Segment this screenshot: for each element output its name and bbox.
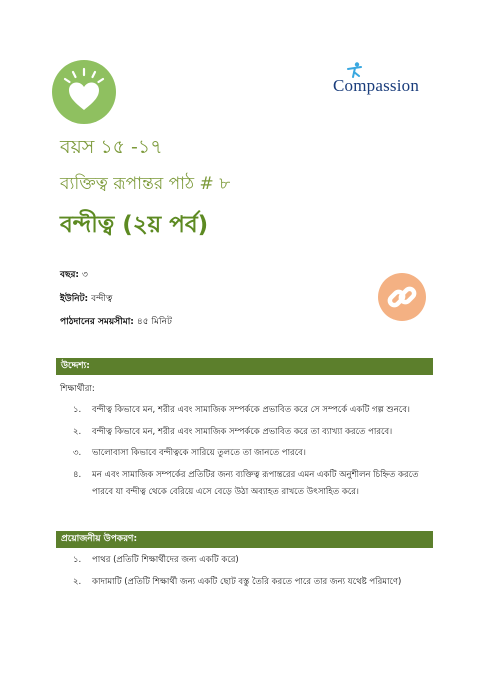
meta-year-value: ৩: [82, 270, 88, 280]
item-number: ৪.: [73, 470, 82, 480]
item-number: ৩.: [73, 448, 82, 458]
item-text: কাদামাটি (প্রতিটি শিক্ষার্থী জন্য একটি ছোট বস্তু তৈরি করতে পারে তার জন্য যথেষ্ট পরিমাণে): [92, 577, 402, 587]
meta-duration: [60, 314, 172, 329]
heart-icon: [52, 60, 116, 124]
item-text: মন এবং সামাজিক সম্পর্কের প্রতিটির জন্য ব্যক্তিত্ব রূপান্তরের এমন একটি অনুশীলন চিহ্নিত করতে পারবে যা বন্দীত্ব থেকে বেরিয়ে এসে বেড়ে উঠা অব্যাহত রাখতে উৎসাহিত করে।: [92, 470, 419, 497]
age-range: বয়স ১৫ -১৭: [60, 136, 163, 158]
item-number: ১.: [73, 405, 82, 415]
meta-year-label: বছর:: [60, 270, 80, 280]
lesson-series: ব্যক্তিত্ব রূপান্তর পাঠ # ৮: [60, 174, 231, 194]
meta-year: [60, 267, 88, 282]
unit-badge: [378, 273, 426, 321]
item-number: ২.: [73, 427, 82, 437]
item-text: ভালোবাসা কিভাবে বন্দীত্বকে সারিয়ে তুলতে তা জানতে পারবে।: [92, 448, 306, 458]
item-text: বন্দীত্ব কিভাবে মন, শরীর এবং সামাজিক সম্পর্ককে প্রভাবিত করে সে সম্পর্কে একটি গল্প শুনবে।: [92, 405, 410, 415]
meta-duration-value: ৪৫ মিনিট: [136, 317, 172, 327]
chain-link-icon: [378, 273, 426, 321]
meta-unit-value: বন্দীত্ব: [91, 294, 113, 304]
item-text: বন্দীত্ব কিভাবে মন, শরীর এবং সামাজিক সম্পর্ককে প্রভাবিত করে তা ব্যাখ্যা করতে পারবে।: [92, 427, 393, 437]
meta-duration-label: পাঠদানের সময়সীমা:: [60, 317, 134, 327]
meta-unit: [60, 291, 112, 306]
item-number: ১.: [73, 555, 82, 565]
item-number: ২.: [73, 577, 82, 587]
objectives-heading: উদ্দেশ্য:: [56, 358, 433, 375]
page-title: বন্দীত্ব (২য় পর্ব): [60, 212, 209, 238]
item-text: পাথর (প্রতিটি শিক্ষার্থীদের জন্য একটি করে): [92, 555, 239, 565]
compassion-logo: [333, 62, 443, 98]
meta-unit-label: ইউনিট:: [60, 294, 89, 304]
brand-name: Compassion: [333, 76, 420, 95]
heart-logo: [52, 60, 116, 124]
materials-heading: প্রয়োজনীয় উপকরণ:: [56, 531, 433, 548]
objectives-intro: শিক্ষার্থীরা:: [60, 384, 95, 394]
